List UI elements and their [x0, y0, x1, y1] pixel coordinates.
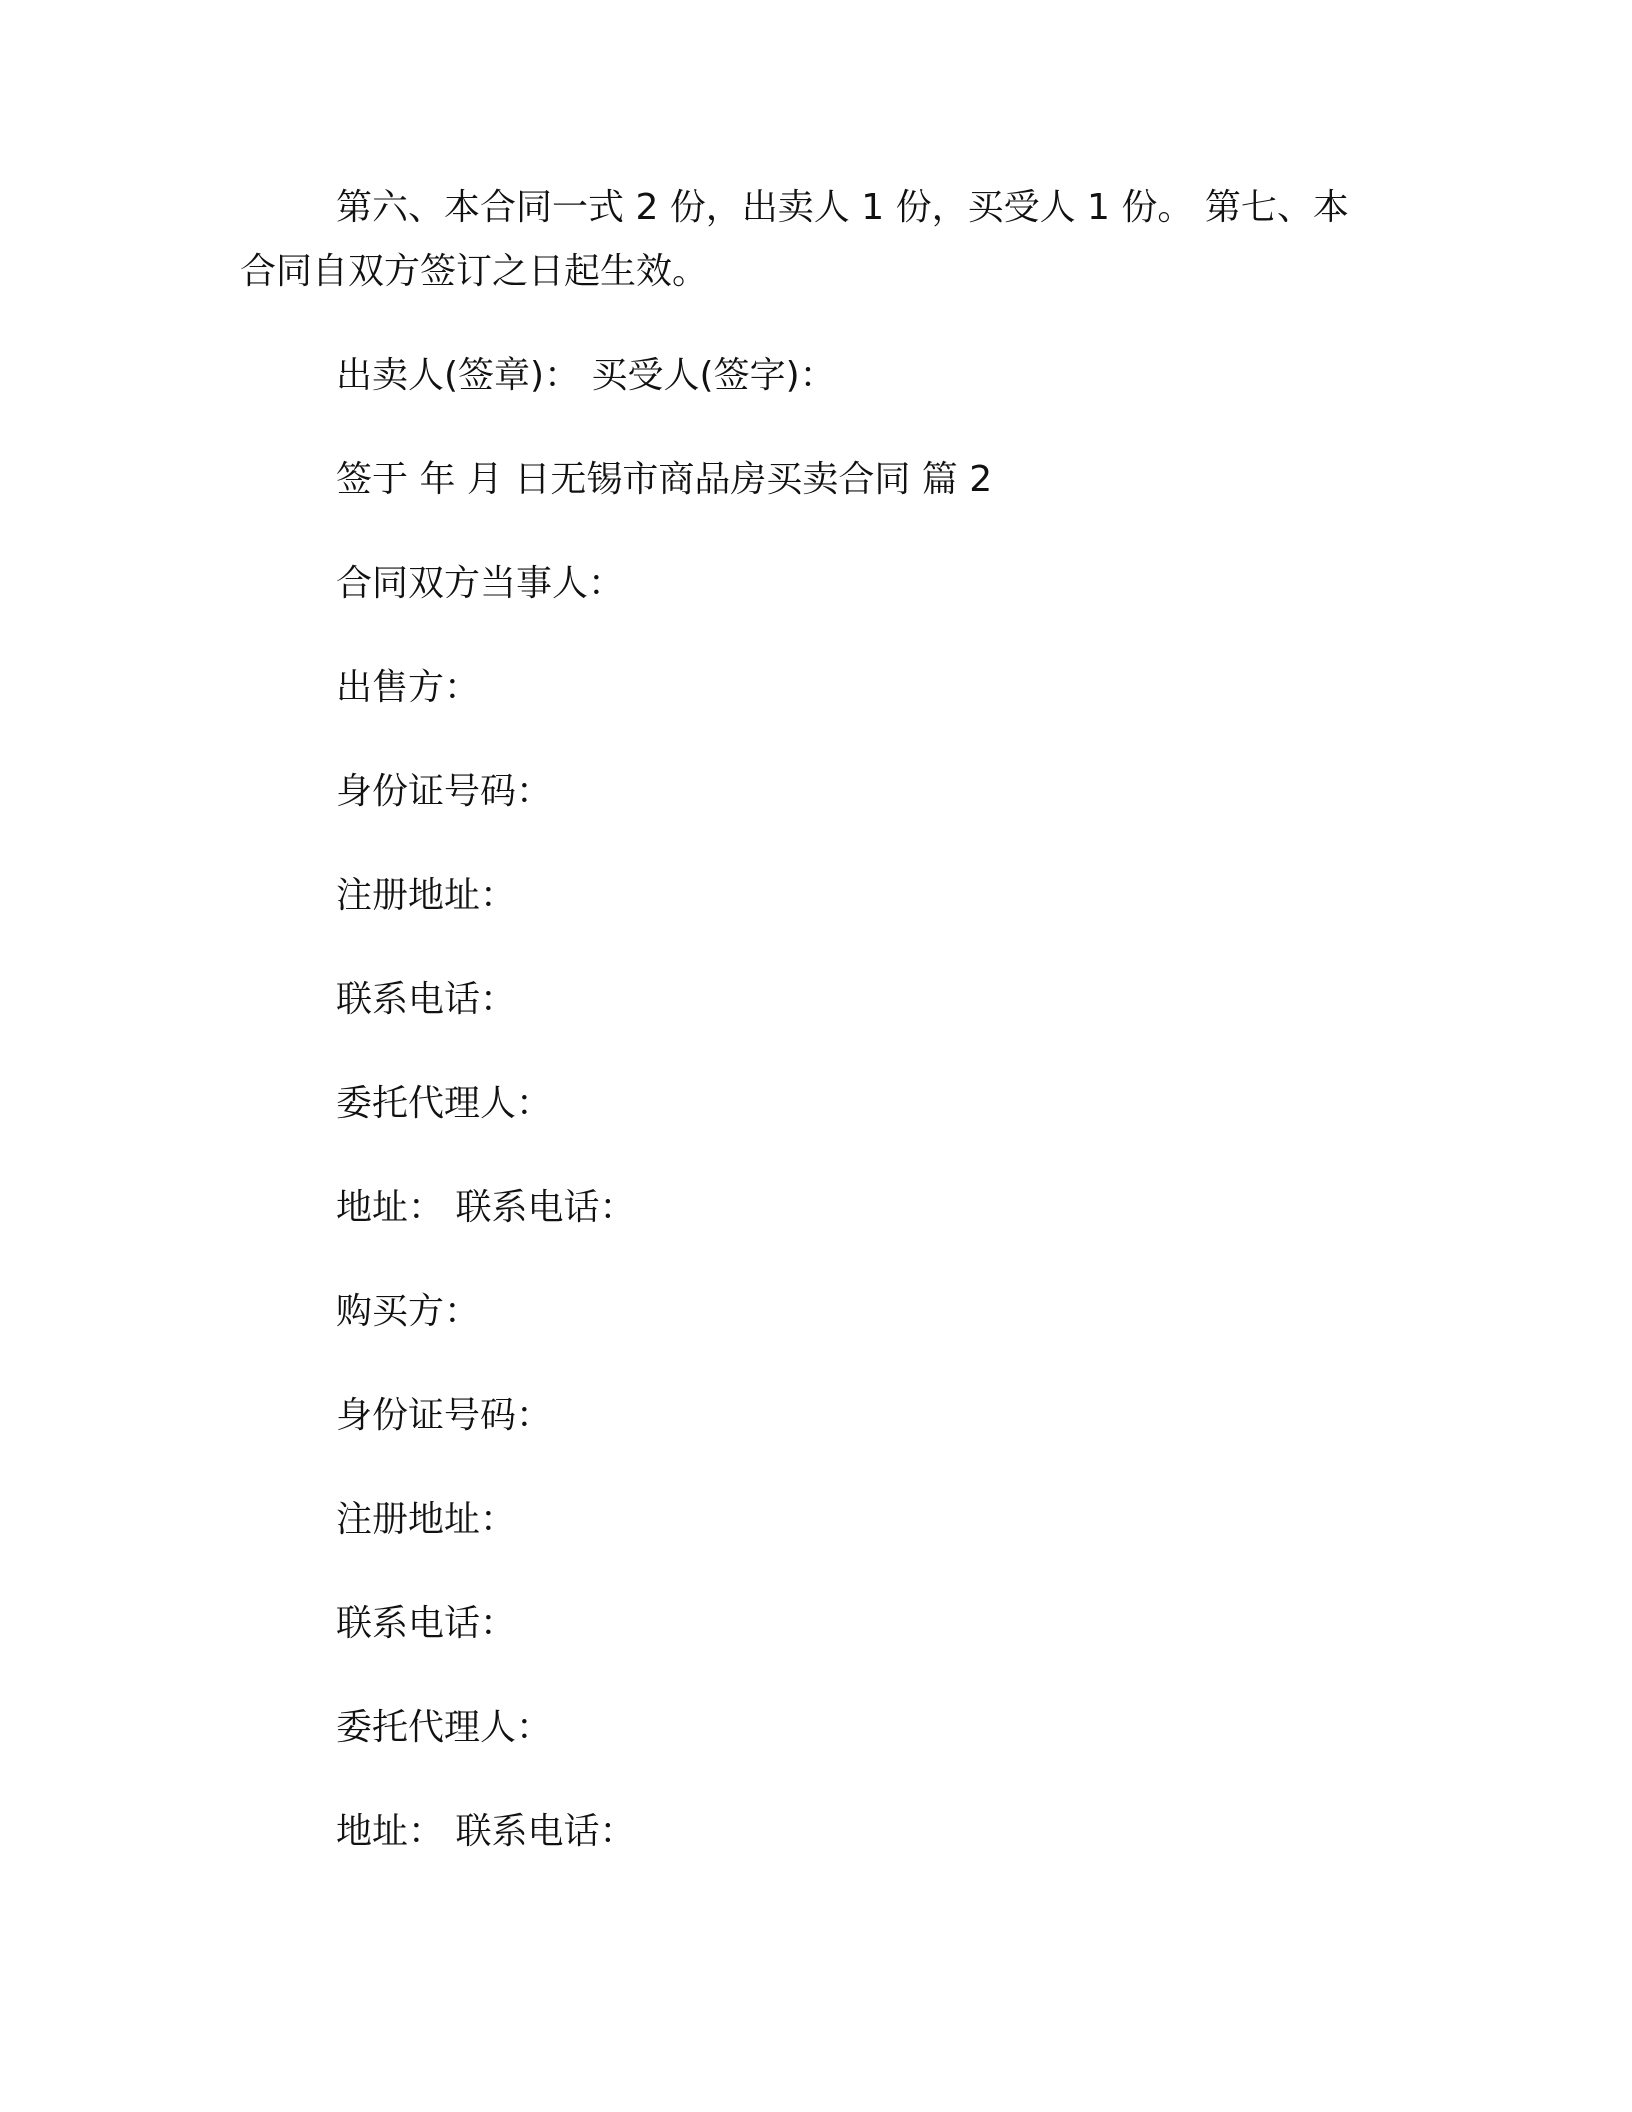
seller-id-number-label: 身份证号码： — [336, 771, 553, 812]
seller-agent-address-phone-label: 地址： 联系电话： — [336, 1187, 636, 1228]
buyer-agent-address-phone-label: 地址： 联系电话： — [336, 1811, 636, 1852]
buyer-registered-address-label: 注册地址： — [336, 1499, 517, 1540]
signature-line: 出卖人(签章)： 买受人(签字)： — [336, 355, 836, 396]
parties-heading: 合同双方当事人： — [336, 563, 625, 604]
buyer-phone-label: 联系电话： — [336, 1603, 517, 1644]
seller-agent-label: 委托代理人： — [336, 1083, 553, 1124]
buyer-id-number-label: 身份证号码： — [336, 1395, 553, 1436]
seller-label: 出售方： — [336, 667, 481, 708]
buyer-label: 购买方： — [336, 1291, 481, 1332]
buyer-agent-label: 委托代理人： — [336, 1707, 553, 1748]
contract-clause-paragraph: 第六、本合同一式 2 份，出卖人 1 份，买受人 1 份。 第七、本合同自双方签订之日起生效。 — [240, 187, 1349, 292]
seller-phone-label: 联系电话： — [336, 979, 517, 1020]
seller-registered-address-label: 注册地址： — [336, 875, 517, 916]
document-body — [240, 176, 1380, 1904]
signing-date-and-title-line: 签于 年 月 日无锡市商品房买卖合同 篇 2 — [336, 459, 993, 500]
